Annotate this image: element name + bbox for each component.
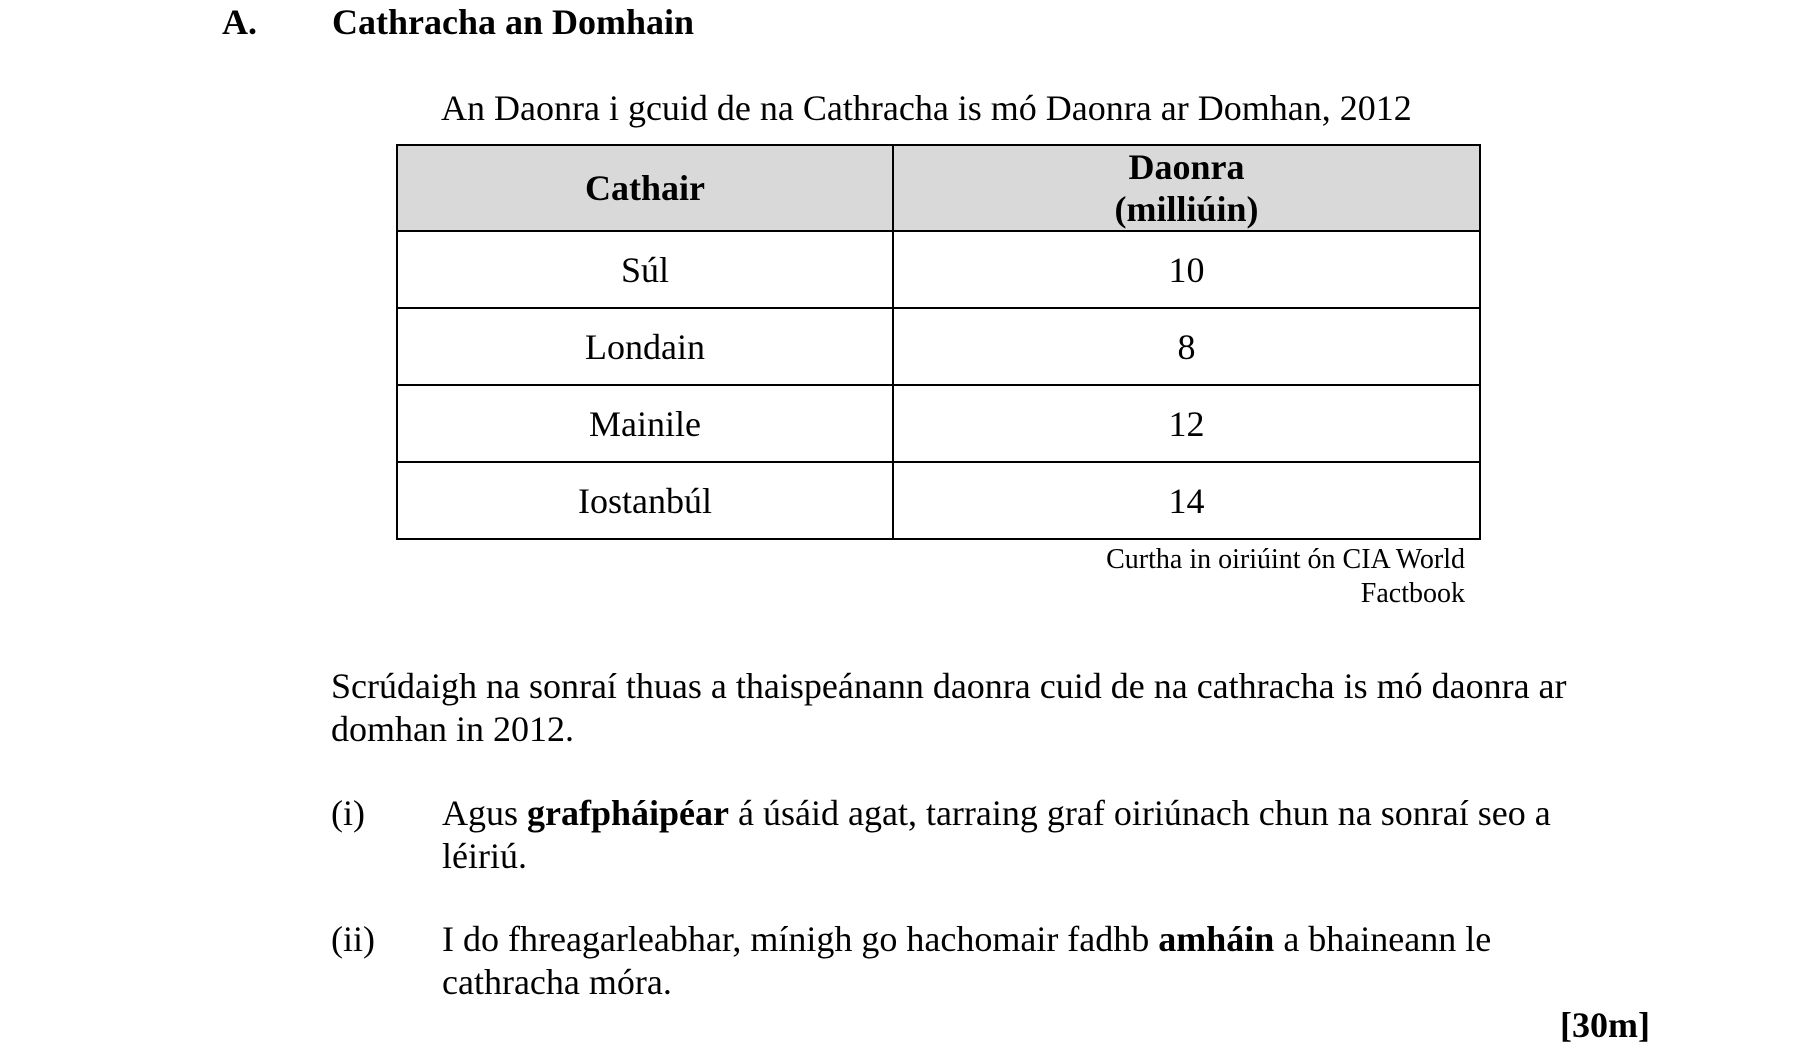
question-2-text-bold: amháin xyxy=(1158,919,1275,959)
header-city: Cathair xyxy=(397,145,893,231)
section-title: Cathracha an Domhain xyxy=(332,2,695,42)
population-cell: 12 xyxy=(893,385,1480,462)
question-2-number: (ii) xyxy=(331,919,375,959)
question-2-text-after: a bhaineann le cathracha móra. xyxy=(442,919,1492,1002)
table-row xyxy=(397,462,1480,539)
table-row xyxy=(397,231,1480,308)
population-cell: 14 xyxy=(893,462,1480,539)
header-population xyxy=(893,145,1480,231)
population-cell: 8 xyxy=(893,308,1480,385)
table-row xyxy=(397,385,1480,462)
instruction-paragraph: Scrúdaigh na sonraí thuas a thaispeánann daonra cuid de na cathracha is mó daonra ar domhan in 2012. xyxy=(331,666,1567,749)
city-cell: Mainile xyxy=(397,385,893,462)
city-cell: Londain xyxy=(397,308,893,385)
city-cell: Iostanbúl xyxy=(397,462,893,539)
marks-label: [30m] xyxy=(1560,1005,1650,1045)
population-table xyxy=(396,144,1481,540)
table-caption: An Daonra i gcuid de na Cathracha is mó Daonra ar Domhan, 2012 xyxy=(441,88,1412,128)
table-row xyxy=(397,308,1480,385)
table-header-row xyxy=(397,145,1480,231)
header-population-line1: Daonra xyxy=(1128,147,1245,187)
source-note: Curtha in oiriúint ón CIA World Factbook xyxy=(1106,544,1465,609)
question-1-text-before: Agus xyxy=(442,793,528,833)
question-1-text-after: á úsáid agat, tarraing graf oiriúnach chun na sonraí seo a léiriú. xyxy=(442,793,1551,876)
question-1-text-bold: grafpháipéar xyxy=(527,793,730,833)
section-letter: A. xyxy=(222,2,257,42)
question-1-number: (i) xyxy=(331,793,365,833)
population-cell: 10 xyxy=(893,231,1480,308)
header-population-line2: (milliúin) xyxy=(1114,189,1259,229)
question-1-text xyxy=(442,792,1592,878)
question-2-text xyxy=(442,918,1502,1004)
question-2-text-before: I do fhreagarleabhar, mínigh go hachomair fadhb xyxy=(442,919,1159,959)
city-cell: Súl xyxy=(397,231,893,308)
